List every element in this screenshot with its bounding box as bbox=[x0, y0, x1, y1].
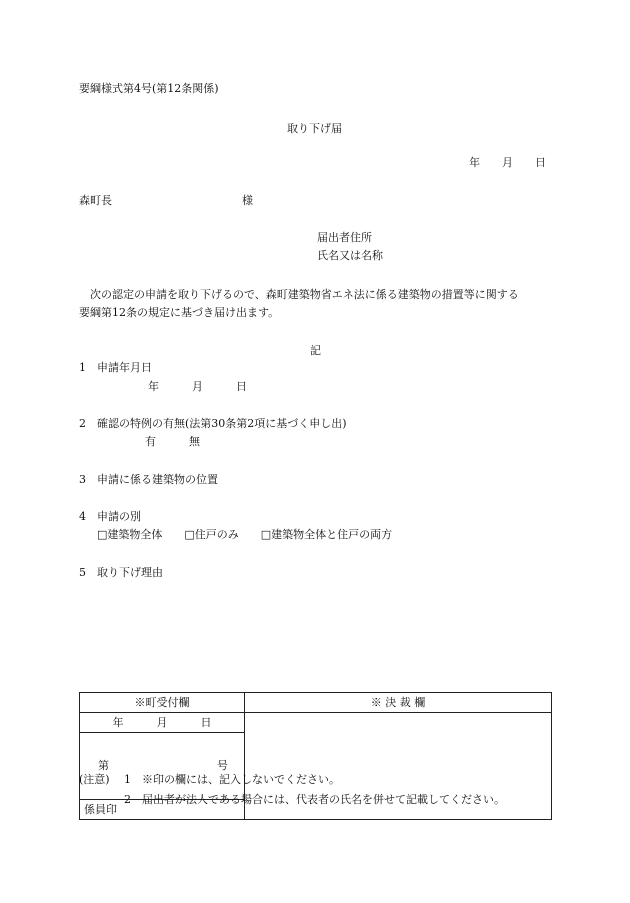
addressee-name: 森町長 bbox=[79, 194, 112, 207]
item-3-label: 3 申請に係る建築物の位置 bbox=[79, 473, 218, 486]
form-id: 要綱様式第4号(第12条関係) bbox=[79, 82, 219, 95]
reception-number-cell bbox=[80, 733, 245, 800]
date-line: 年 月 日 bbox=[469, 156, 546, 169]
item-1-label: 1 申請年月日 bbox=[79, 361, 152, 374]
applicant-address-label: 届出者住所 bbox=[317, 231, 372, 244]
document-title: 取り下げ届 bbox=[287, 122, 342, 135]
body-line-1: 次の認定の申請を取り下げるので、森町建築物省エネ法に係る建築物の措置等に関する bbox=[79, 288, 519, 301]
item-4-label: 4 申請の別 bbox=[79, 510, 141, 523]
note-2: 2 届出者が法人である場合には、代表者の氏名を併せて記載してください。 bbox=[124, 793, 505, 806]
reception-date: 年 月 日 bbox=[80, 713, 245, 733]
notes-label: (注意) bbox=[79, 773, 110, 786]
applicant-name-label: 氏名又は名称 bbox=[317, 249, 383, 262]
reception-number-suffix: 号 bbox=[217, 759, 228, 773]
ki-heading: 記 bbox=[310, 344, 321, 357]
reception-number-prefix: 第 bbox=[98, 759, 109, 773]
item-2-value: 有 無 bbox=[145, 435, 200, 448]
item-1-value: 年 月 日 bbox=[148, 380, 247, 393]
item-5-label: 5 取り下げ理由 bbox=[79, 566, 163, 579]
item-2-label: 2 確認の特例の有無(法第30条第2項に基づく申し出) bbox=[79, 417, 347, 430]
approval-header: ※ 決 裁 欄 bbox=[245, 693, 552, 713]
note-1: 1 ※印の欄には、記入しないでください。 bbox=[124, 773, 340, 786]
reception-header: ※町受付欄 bbox=[80, 693, 245, 713]
body-line-2: 要綱第12条の規定に基づき届け出ます。 bbox=[79, 306, 280, 319]
reception-seal: 係員印 bbox=[80, 799, 245, 819]
addressee-honorific: 様 bbox=[242, 194, 253, 207]
item-4-options: □建築物全体 □住戸のみ □建築物全体と住戸の両方 bbox=[97, 528, 393, 541]
